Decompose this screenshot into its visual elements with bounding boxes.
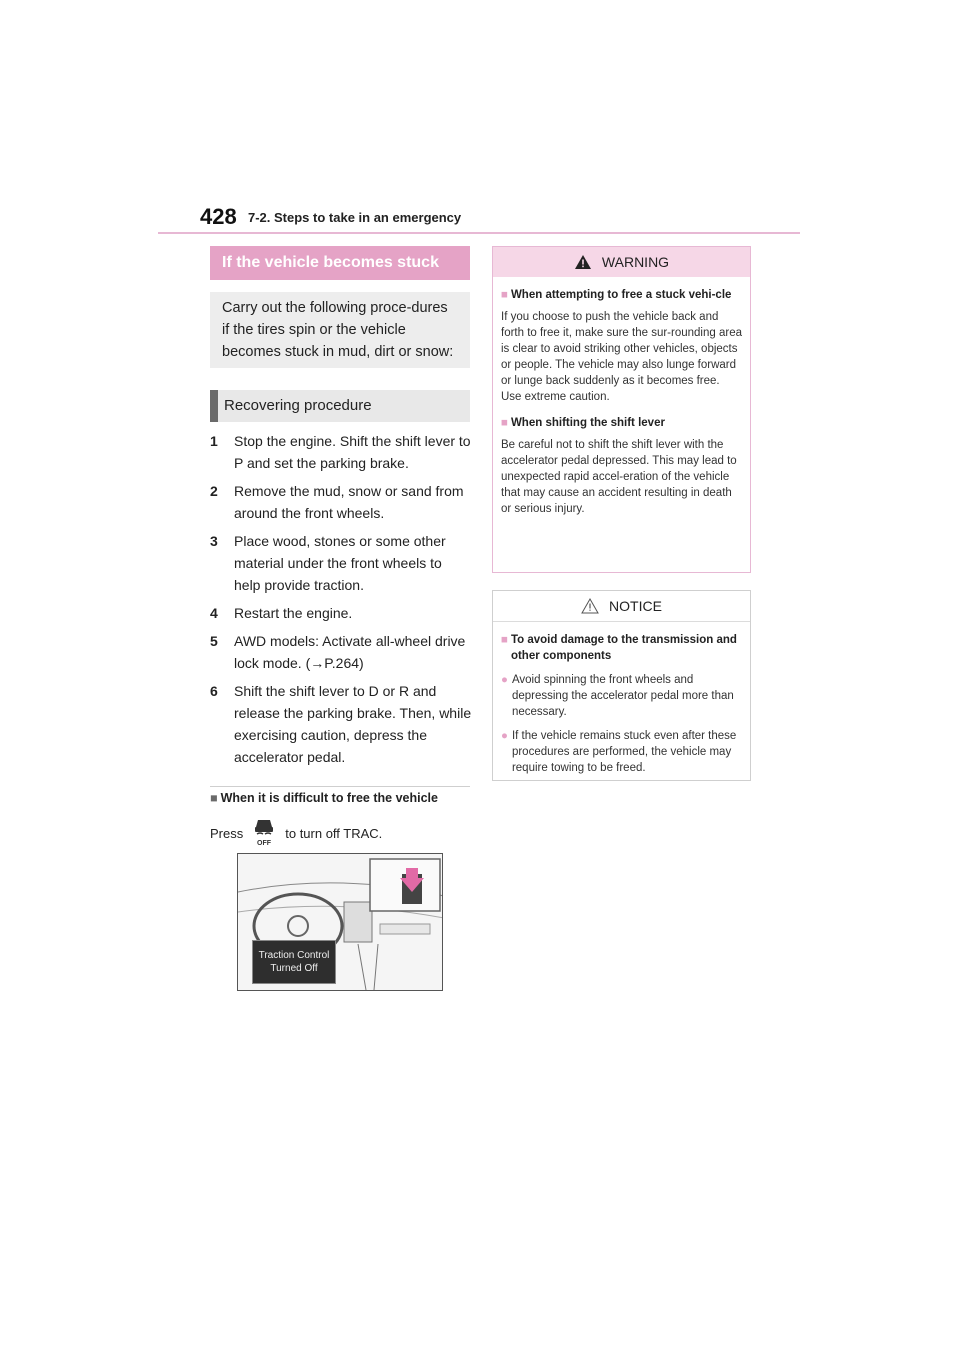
step-number: 4 [210,605,218,621]
warning-title: WARNING [601,254,670,270]
square-bullet-icon: ■ [501,634,508,646]
warning-item-heading [501,415,742,431]
list-item [501,672,742,720]
notice-header [493,591,750,622]
notice-body [493,622,750,782]
square-bullet-icon: ■ [210,791,218,805]
illustration-label [252,940,336,984]
step-number: 6 [210,683,218,699]
list-item [210,602,472,624]
step-text: Stop the engine. Shift the shift lever to P and set the parking brake. [234,433,471,471]
press-text-before: Press [210,825,244,841]
page-number: 428 [200,204,237,229]
notice-title: NOTICE [609,598,662,614]
notice-box [492,590,751,781]
notice-heading-text: To avoid damage to the transmission and other components [510,634,737,662]
step-number: 3 [210,533,218,549]
step-text: Restart the engine. [234,605,353,621]
list-item [210,530,472,596]
step-text: Place wood, stones or some other material under the front wheels to help provide traction. [234,533,446,593]
list-item [501,728,742,776]
step-number: 1 [210,433,218,449]
note-heading [210,791,438,805]
list-item [210,430,472,474]
subheading: Recovering procedure [210,390,470,422]
warning-header [493,247,750,277]
warning-triangle-icon [574,254,592,270]
header-divider [158,232,800,234]
warning-heading-text: When attempting to free a stuck vehi-cle [510,289,732,301]
square-bullet-icon: ■ [501,417,508,429]
label-line-2: Turned Off [270,963,318,974]
step-number: 2 [210,483,218,499]
steps-list [210,430,472,774]
intro-text: Carry out the following proce-dures if the tires spin or the vehicle becomes stuck in mud, dirt or snow: [210,292,470,368]
trac-off-icon [251,818,277,848]
page-title: If the vehicle becomes stuck [210,246,470,280]
notice-bullet-text: If the vehicle remains stuck even after these procedures are performed, the vehicle may require towing to be freed. [511,730,737,774]
dashboard-illustration [237,853,443,991]
list-item [210,480,472,524]
notice-bullet-text: Avoid spinning the front wheels and depressing the accelerator pedal more than necessary. [511,674,734,718]
note-heading-text: When it is difficult to free the vehicle [220,791,438,805]
step-number: 5 [210,633,218,649]
divider [210,786,470,787]
warning-item-text: If you choose to push the vehicle back and forth to free it, make sure the sur-rounding area is clear to avoid striking other vehicles, objects or people. The vehicle may also lunge forward or lunge back suddenly as it becomes free. Use extreme caution. [501,311,742,403]
warning-heading-text: When shifting the shift lever [510,417,665,429]
notice-item-heading [501,632,742,664]
press-text-after: to turn off TRAC. [285,825,383,841]
warning-item-text: Be careful not to shift the shift lever with the accelerator pedal depressed. This may lead to unexpected rapid accel-eration of the vehicle that may cause an accident resulting in death or serious injury. [501,439,737,515]
circle-bullet-icon: ● [501,730,508,742]
step-text: Shift the shift lever to D or R and release the parking brake. Then, while exercising caution, depress the accelerator pedal. [234,683,472,765]
warning-item-heading [501,287,742,303]
label-line-1: Traction Control [258,950,330,961]
warning-body [493,277,750,533]
list-item [210,680,472,768]
square-bullet-icon: ■ [501,289,508,301]
notice-triangle-icon [581,598,599,614]
list-item [210,630,472,674]
warning-box [492,246,751,573]
section-title: 7-2. Steps to take in an emergency [248,210,462,225]
step-text: Remove the mud, snow or sand from around the front wheels. [234,483,464,521]
circle-bullet-icon: ● [501,674,508,686]
step-text[interactable]: AWD models: Activate all-wheel drive lock mode. (→P.264) [234,633,466,671]
button-label: OFF [257,840,272,847]
press-instruction [210,818,382,848]
